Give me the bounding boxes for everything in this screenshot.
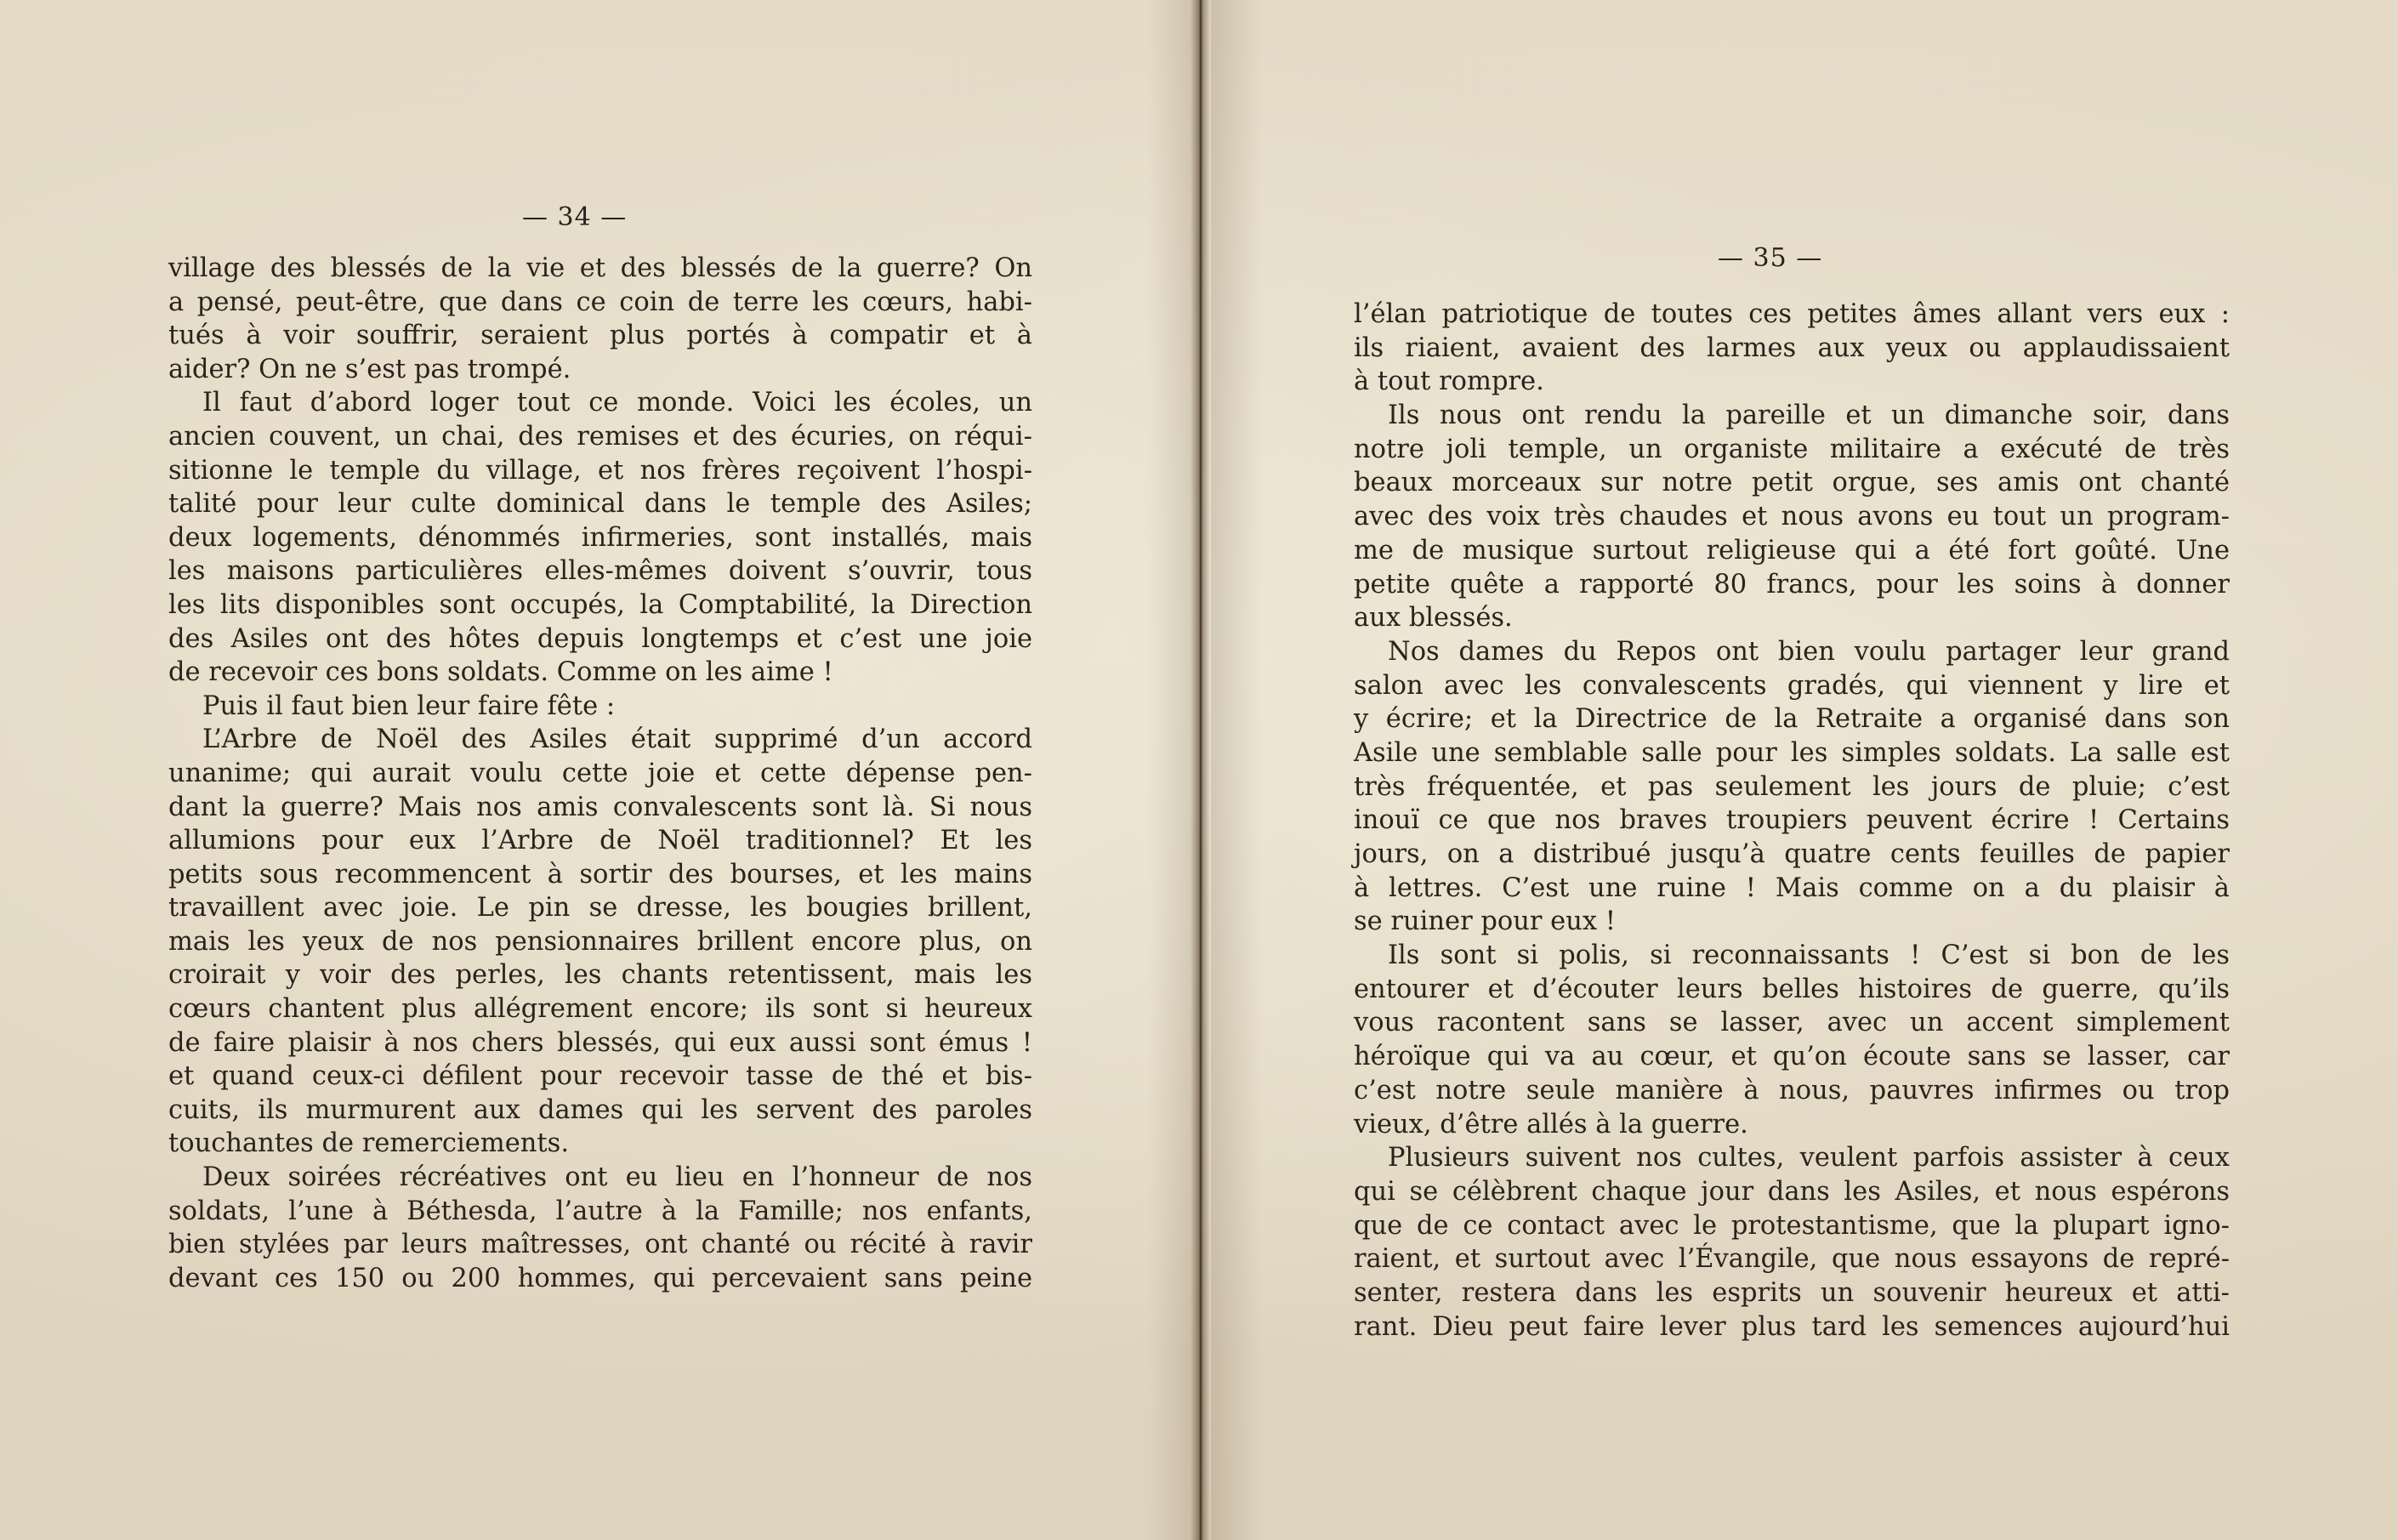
text-line: allumions pour eux l’Arbre de Noël traditionnel? Et les xyxy=(168,826,1032,856)
text-line: se ruiner pour eux ! xyxy=(1354,906,1616,937)
text-line: héroïque qui va au cœur, et qu’on écoute sans se lasser, car xyxy=(1354,1042,2230,1072)
text-line: raient, et surtout avec l’Évangile, que nous essayons de repré- xyxy=(1354,1244,2230,1275)
text-line: aider? On ne s’est pas trompé. xyxy=(168,354,571,384)
text-line: avec des voix très chaudes et nous avons eu tout un program- xyxy=(1354,502,2230,532)
text-line: beaux morceaux sur notre petit orgue, ses amis ont chanté xyxy=(1354,468,2230,498)
text-line: vieux, d’être allés à la guerre. xyxy=(1354,1109,1748,1139)
text-line: cœurs chantent plus allégrement encore; ils sont si heureux xyxy=(168,994,1032,1025)
text-line: à tout rompre. xyxy=(1354,367,1544,397)
text-line: travaillent avec joie. Le pin se dresse, les bougies brillent, xyxy=(168,893,1032,923)
text-line: l’élan patriotique de toutes ces petites âmes allant vers eux : xyxy=(1354,299,2230,329)
page-body xyxy=(168,252,1032,1295)
text-line: croirait y voir des perles, les chants retentissent, mais les xyxy=(168,960,1032,991)
text-line: les maisons particulières elles-mêmes doivent s’ouvrir, tous xyxy=(168,556,1032,587)
text-line: soldats, l’une à Béthesda, l’autre à la Famille; nos enfants, xyxy=(168,1196,1032,1226)
text-line: Plusieurs suivent nos cultes, veulent parfois assister à ceux xyxy=(1388,1143,2230,1173)
text-line: petite quête a rapporté 80 francs, pour les soins à donner xyxy=(1354,569,2230,600)
text-line: L’Arbre de Noël des Asiles était supprimé d’un accord xyxy=(202,725,1032,755)
text-line: Ils nous ont rendu la pareille et un dimanche soir, dans xyxy=(1388,401,2230,431)
page-number: — 34 — xyxy=(522,202,628,232)
text-line: mais les yeux de nos pensionnaires brillent encore plus, on xyxy=(168,926,1032,957)
text-line: c’est notre seule manière à nous, pauvres infirmes ou trop xyxy=(1354,1075,2230,1105)
text-line: que de ce contact avec le protestantisme, que la plupart igno- xyxy=(1354,1210,2230,1241)
text-line: village des blessés de la vie et des blessés de la guerre? On xyxy=(168,253,1032,283)
text-line: inouï ce que nos braves troupiers peuvent écrire ! Certains xyxy=(1354,805,2230,836)
text-line: notre joli temple, un organiste militaire a exécuté de très xyxy=(1354,434,2230,464)
text-line: touchantes de remerciements. xyxy=(168,1128,570,1159)
text-line: Nos dames du Repos ont bien voulu partager leur grand xyxy=(1388,636,2230,667)
text-line: aux blessés. xyxy=(1354,603,1513,634)
text-line: vous racontent sans se lasser, avec un accent simplement xyxy=(1354,1008,2230,1038)
text-line: très fréquentée, et pas seulement les jours de pluie; c’est xyxy=(1354,771,2230,802)
text-line: Il faut d’abord loger tout ce monde. Voici les écoles, un xyxy=(202,388,1032,418)
text-line: deux logements, dénommés infirmeries, sont installés, mais xyxy=(168,522,1032,553)
right-page xyxy=(1204,0,2398,1540)
text-line: senter, restera dans les esprits un souvenir heureux et atti- xyxy=(1354,1277,2230,1308)
text-line: petits sous recommencent à sortir des bourses, et les mains xyxy=(168,859,1032,889)
text-line: jours, on a distribué jusqu’à quatre cents feuilles de papier xyxy=(1354,839,2230,869)
text-line: sitionne le temple du village, et nos frères reçoivent l’hospi- xyxy=(168,455,1032,486)
page-number: — 35 — xyxy=(1718,243,1823,273)
text-line: Ils sont si polis, si reconnaissants ! C’est si bon de les xyxy=(1388,940,2230,971)
text-line: qui se célèbrent chaque jour dans les Asiles, et nous espérons xyxy=(1354,1176,2230,1207)
text-line: de recevoir ces bons soldats. Comme on les aime ! xyxy=(168,657,833,688)
text-line: des Asiles ont des hôtes depuis longtemps et c’est une joie xyxy=(168,623,1032,654)
text-line: a pensé, peut-être, que dans ce coin de terre les cœurs, habi- xyxy=(168,287,1032,317)
text-line: Deux soirées récréatives ont eu lieu en l’honneur de nos xyxy=(202,1162,1032,1193)
text-line: devant ces 150 ou 200 hommes, qui percevaient sans peine xyxy=(168,1263,1032,1293)
text-line: talité pour leur culte dominical dans le temple des Asiles; xyxy=(168,489,1032,520)
text-line: dant la guerre? Mais nos amis convalescents sont là. Si nous xyxy=(168,792,1032,822)
text-line: ancien couvent, un chai, des remises et des écuries, on réqui- xyxy=(168,421,1032,452)
text-line: Asile une semblable salle pour les simples soldats. La salle est xyxy=(1354,737,2230,768)
text-line: me de musique surtout religieuse qui a été fort goûté. Une xyxy=(1354,535,2230,565)
text-line: salon avec les convalescents gradés, qui viennent y lire et xyxy=(1354,670,2230,701)
text-line: rant. Dieu peut faire lever plus tard les semences aujourd’hui xyxy=(1354,1311,2230,1342)
text-line: Puis il faut bien leur faire fête : xyxy=(202,690,616,721)
text-line: entourer et d’écouter leurs belles histoires de guerre, qu’ils xyxy=(1354,974,2230,1004)
text-line: ils riaient, avaient des larmes aux yeux ou applaudissaient xyxy=(1354,332,2230,363)
text-line: à lettres. C’est une ruine ! Mais comme on a du plaisir à xyxy=(1354,872,2230,903)
text-line: cuits, ils murmurent aux dames qui les servent des paroles xyxy=(168,1094,1032,1125)
text-line: et quand ceux-ci défilent pour recevoir tasse de thé et bis- xyxy=(168,1061,1032,1092)
text-line: bien stylées par leurs maîtresses, ont chanté ou récité à ravir xyxy=(168,1230,1032,1260)
text-line: y écrire; et la Directrice de la Retraite a organisé dans son xyxy=(1354,704,2230,735)
text-line: de faire plaisir à nos chers blessés, qui eux aussi sont émus ! xyxy=(168,1027,1032,1058)
page-body xyxy=(1354,298,2230,1344)
left-page xyxy=(0,0,1197,1540)
text-line: tués à voir souffrir, seraient plus portés à compatir et à xyxy=(168,321,1032,351)
text-line: unanime; qui aurait voulu cette joie et cette dépense pen- xyxy=(168,758,1032,788)
text-line: les lits disponibles sont occupés, la Comptabilité, la Direction xyxy=(168,589,1032,620)
